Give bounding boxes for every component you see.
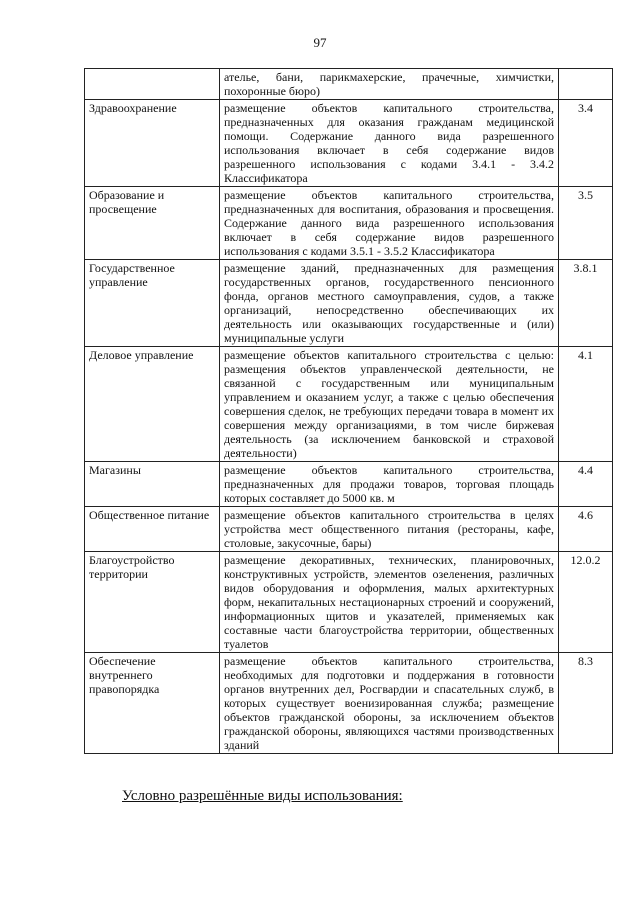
table-row: [85, 260, 613, 347]
page-number: 97: [313, 35, 327, 50]
table-row: [85, 347, 613, 462]
use-code: 12.0.2: [559, 552, 613, 653]
use-description: размещение декоративных, технических, планировочных, конструктивных устройств, элементов озеленения, различных видов оборудования и оформления, малых архитектурных форм, некапитальных нестационарных строений и сооружений, информационных щитов и указателей, применяемых как составные части благоустройства территории, общественных туалетов: [220, 552, 559, 653]
use-description: размещение объектов капитального строительства в целях устройства мест общественного питания (рестораны, кафе, столовые, закусочные, бары): [220, 507, 559, 552]
use-code: 3.8.1: [559, 260, 613, 347]
use-name: Обеспечение внутреннего правопорядка: [85, 653, 220, 754]
land-use-table: [84, 68, 613, 754]
use-code: 4.6: [559, 507, 613, 552]
use-code: 8.3: [559, 653, 613, 754]
use-description: размещение объектов капитального строительства, необходимых для подготовки и поддержания в готовности органов внутренних дел, Росгвардии и спасательных служб, в которых существует военизированная служба; размещение объектов гражданской обороны, за исключением объектов гражданской обороны, являющихся частями производственных зданий: [220, 653, 559, 754]
use-description: ателье, бани, парикмахерские, прачечные, химчистки, похоронные бюро): [220, 69, 559, 100]
use-description: размещение зданий, предназначенных для размещения государственных органов, государственного пенсионного фонда, органов местного самоуправления, судов, а также организаций, непосредственно обеспечивающих их деятельность или оказывающих государственные и (или) муниципальные услуги: [220, 260, 559, 347]
use-name: Благоустройство территории: [85, 552, 220, 653]
use-description: размещение объектов капитального строительства, предназначенных для оказания гражданам медицинской помощи. Содержание данного вида разрешенного использования включает в себя содержание видов разрешенного использования с кодами 3.4.1 - 3.4.2 Классификатора: [220, 100, 559, 187]
table-row: [85, 187, 613, 260]
table-row: [85, 100, 613, 187]
use-name: Общественное питание: [85, 507, 220, 552]
use-name: Государственное управление: [85, 260, 220, 347]
use-description: размещение объектов капитального строительства с целью: размещения объектов управленческой деятельности, не связанной с государственным или муниципальным управлением и оказанием услуг, а также с целью обеспечения совершения сделок, не требующих передачи товара в момент их совершения между организациями, в том числе биржевая деятельность (за исключением банковской и страховой деятельности): [220, 347, 559, 462]
table-row: [85, 653, 613, 754]
use-description: размещение объектов капитального строительства, предназначенных для продажи товаров, торговая площадь которых составляет до 5000 кв. м: [220, 462, 559, 507]
use-name: Деловое управление: [85, 347, 220, 462]
table-row: [85, 462, 613, 507]
use-code: 4.4: [559, 462, 613, 507]
use-code: [559, 69, 613, 100]
use-name: Образование и просвещение: [85, 187, 220, 260]
use-name: Магазины: [85, 462, 220, 507]
table-row: [85, 552, 613, 653]
use-name: [85, 69, 220, 100]
use-code: 3.5: [559, 187, 613, 260]
use-name: Здравоохранение: [85, 100, 220, 187]
use-code: 4.1: [559, 347, 613, 462]
use-code: 3.4: [559, 100, 613, 187]
table-row: [85, 69, 613, 100]
table-row: [85, 507, 613, 552]
use-description: размещение объектов капитального строительства, предназначенных для воспитания, образования и просвещения. Содержание данного вида разрешенного использования включает в себя содержание видов разрешенного использования с кодами 3.5.1 - 3.5.2 Классификатора: [220, 187, 559, 260]
section-heading: Условно разрешённые виды использования:: [122, 788, 403, 804]
